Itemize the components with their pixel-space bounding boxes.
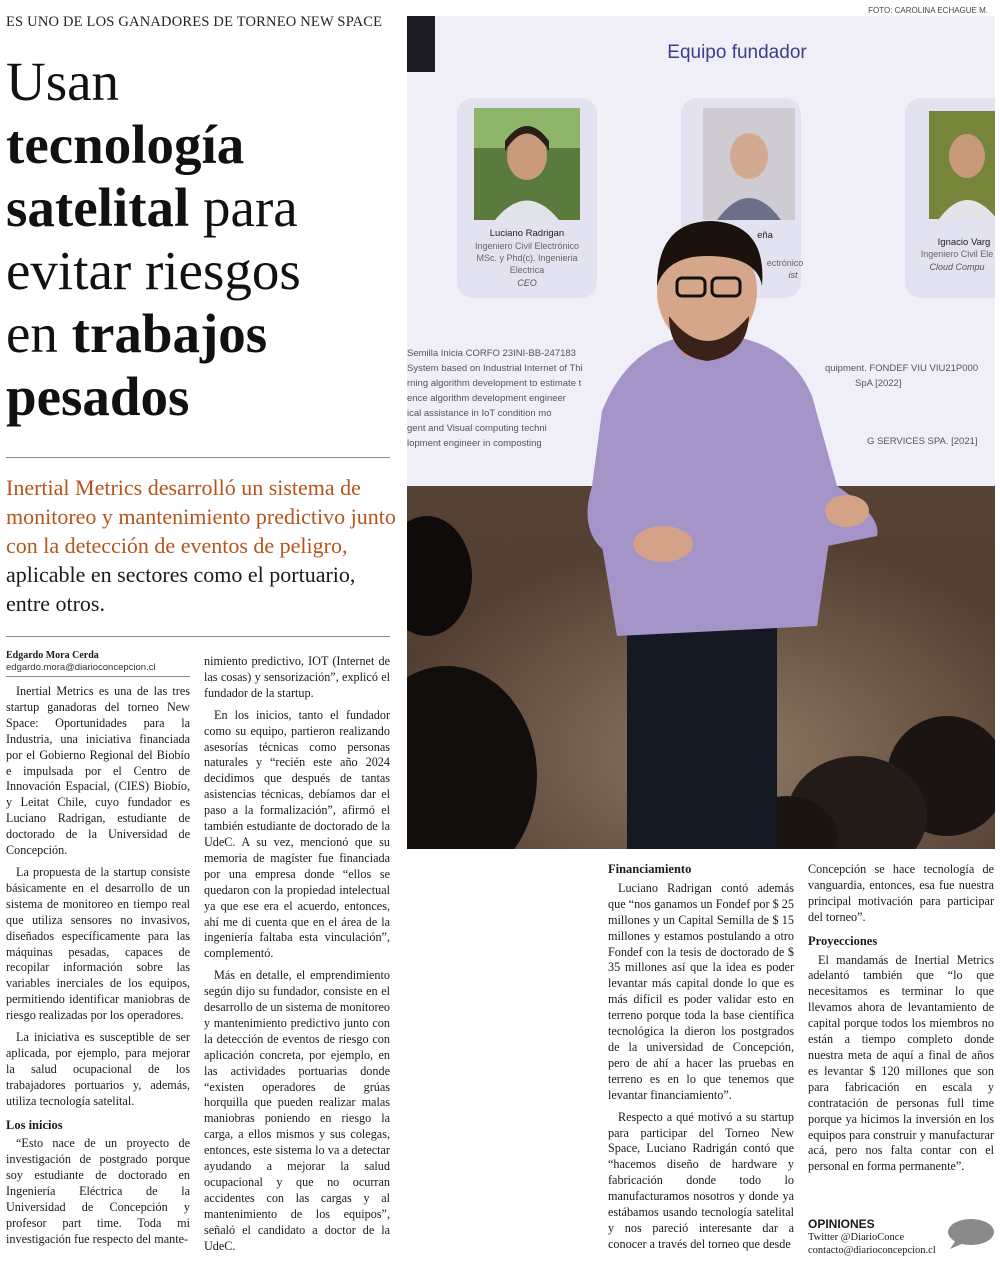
paragraph: Más en detalle, el emprendimiento según dijo su fundador, consiste en el desarrollo de un sistema de monitoreo y mantenimiento predictivo junto con la detección de eventos de riesgo con aplicación concreta, por ejemplo, en las actividades portuarias donde “existen operadores de grúas horquilla que pueden realizar malas maniobras poniendo en riesgo la carga, a ellos mismos y sus colegas, entonces, este sistema lo va a detectar ayudando a mejorar la salud ocupacional y que no ocurran accidentes con las cargas y al mantenimiento de los equipos”, señaló el candidato a doctor de la UdeC. <box>204 968 390 1253</box>
slide-role: Cloud Compu <box>929 262 985 272</box>
slide-role: MSc. y Phd(c). Ingenieria <box>476 253 578 263</box>
slide-text: ical assistance in IoT condition mo <box>407 408 552 419</box>
paragraph: nimiento predictivo, IOT (Internet de las cosas) y sensorización”, explicó el fundador de la startup. <box>204 654 390 700</box>
deck <box>6 473 396 618</box>
slide-name-2: eña <box>757 230 773 241</box>
slide-role: Electrica <box>509 265 545 275</box>
subhead-proyecciones: Proyecciones <box>808 933 878 948</box>
divider <box>6 457 390 458</box>
headline-line <box>6 302 401 365</box>
slide-name-3: Ignacio Varg <box>937 237 991 248</box>
slide-role: ist <box>788 270 798 280</box>
slide-text: System based on Industrial Internet of Thi <box>407 363 583 374</box>
paragraph: Inertial Metrics es una de las tres startup ganadoras del torneo New Space: Oportunidades para la Industria, una iniciativa financiada por el Gobierno Regional del Biobío e impulsada por el Centro de Innovación Espacial, (CIES) Biobío, y Leitat Chile, cuyo fundador es Luciano Radrigan, estudiante de doctorado de la Universidad de Concepción. <box>6 684 190 858</box>
slide-text: ence algorithm development engineer <box>407 393 566 404</box>
byline-email: edgardo.mora@diarioconcepcion.cl <box>6 662 156 673</box>
headline-line <box>6 176 401 239</box>
slide-text: rning algorithm development to estimate t <box>407 378 582 389</box>
article-column-3 <box>608 862 794 1259</box>
headline <box>6 50 401 428</box>
headline-line: pesados <box>6 366 190 427</box>
headline-line: Usan <box>6 51 120 112</box>
headline-bold: satelital <box>6 177 190 238</box>
paragraph: “Esto nace de un proyecto de investigación de postgrado porque soy estudiante de doctorado en Ingeniería Eléctrica de la Universidad de Concepción y profesor part time. Toda mi investigación fue respecto del mante- <box>6 1136 190 1246</box>
headline-line: tecnología <box>6 114 245 175</box>
slide-title: Equipo fundador <box>667 42 807 63</box>
headline-regular: para <box>189 177 298 238</box>
slide-role: Ingeniero Civil Ele <box>920 249 994 259</box>
byline-author: Edgardo Mora Cerda <box>6 650 99 661</box>
photo-illustration <box>407 16 995 849</box>
subhead-inicios: Los inicios <box>6 1117 63 1132</box>
kicker: ES UNO DE LOS GANADORES DE TORNEO NEW SPACE <box>6 14 383 30</box>
twitter-handle[interactable]: Twitter @DiarioConce <box>808 1232 905 1243</box>
paragraph: Luciano Radrigan contó además que “nos ganamos un Fondef por $ 25 millones y un Capital Semilla de $ 15 millones y estamos postulando a otro Fondef con la tesis de doctorado de $ 35 millones así que la idea es poder levantar más capital donde lo que es más difícil es poder validar esto en terreno porque toda la base científica tecnológica la dieron los postgrados de la universidad de Concepción, pero de ahí a hacer las pruebas en terreno es en lo que tenemos que levantar financiamiento”. <box>608 880 794 1102</box>
paragraph: La propuesta de la startup consiste básicamente en el desarrollo de un sistema de monitoreo en tiempo real que utiliza sensores no invasivos, diseñados específicamente para las máquinas pesadas, capaces de recopilar información sobre las variables inerciales de los equipos, permitiendo identificar maniobras de riesgo realizadas por los operadores. <box>6 864 190 1023</box>
slide-text: gent and Visual computing techni <box>407 423 547 434</box>
slide-text: lopment engineer in composting <box>407 438 542 449</box>
slide-text: SpA [2022] <box>855 378 902 389</box>
photo-credit: FOTO: CAROLINA ECHAGUE M. <box>868 6 988 15</box>
deck-accent: Inertial Metrics desarrolló un sistema de monitoreo y mantenimiento predictivo junto con la detección de eventos de peligro, <box>6 475 396 558</box>
slide-text: quipment. FONDEF VIU VIU21P000 <box>825 363 979 374</box>
slide-name-1: Luciano Radrigan <box>489 228 565 239</box>
slide-text: G SERVICES SPA. [2021] <box>867 436 978 447</box>
paragraph: En los inicios, tanto el fundador como su equipo, partieron realizando asesorías técnicas como personas naturales y “recién este año 2024 decidimos que después de tantas asistencias técnicas, debíamos dar el paso a la formalización”, afirmó el también estudiante de doctorado de la UdeC. A su vez, mencionó que su memoria de magíster fue financiada por una empresa donde “ellos se quedaron con la propiedad intelectual ya que ese era el acuerdo, entonces, ahí me di cuenta que en el área de la ingeniería faltaba esta vinculación”, complementó. <box>204 707 390 961</box>
headline-bold: trabajos <box>71 303 268 364</box>
slide-role: CEO <box>517 278 537 288</box>
article-column-2 <box>204 654 390 1261</box>
article-column-4 <box>808 862 994 1181</box>
headline-line: evitar riesgos <box>6 240 301 301</box>
article-photo <box>407 16 995 849</box>
article-column-1 <box>6 684 190 1254</box>
slide-text: Semilla Inicia CORFO 23INI-BB-247183 <box>407 348 576 359</box>
paragraph: Respecto a qué motivó a su startup para participar del Torneo New Space, Luciano Radrigán contó que “hacemos diseño de hardware y fabricación donde todo lo manufacturamos nosotros y donde ya estábamos usando tecnología satelital y nos pareció interesante dar a conocer a través del torneo que desde <box>608 1109 794 1251</box>
deck-rest: aplicable en sectores como el portuario, entre otros. <box>6 562 356 616</box>
slide-role: Ingeniero Civil Electrónico <box>474 241 580 251</box>
contact-email[interactable]: contacto@diarioconcepcion.cl <box>808 1245 936 1256</box>
subhead-financiamiento: Financiamiento <box>608 862 692 876</box>
paragraph: El mandamás de Inertial Metrics adelantó también que “lo que necesitamos es terminar lo que llevamos ahora de levantamiento de capital porque todos los miembros no están a tiempo completo donde nuestra meta de aquí a final de años es levantar $ 120 millones que son para fabricación en escala y contratación de personas full time porque ya hicimos la inversión en los equipos para construir y manufacturar acá, pero nos falta contar con el personal en forma permanente”. <box>808 952 994 1174</box>
speech-bubble-icon <box>946 1218 994 1250</box>
divider <box>6 676 190 677</box>
paragraph: La iniciativa es susceptible de ser aplicada, por ejemplo, para mejorar la salud ocupacional de los trabajadores portuarios y, además, utiliza tecnología satelital. <box>6 1030 190 1108</box>
divider <box>6 636 390 637</box>
opiniones-label: OPINIONES <box>808 1217 875 1231</box>
headline-regular: en <box>6 303 72 364</box>
slide-role: ectrónico <box>766 258 804 268</box>
paragraph: Concepción se hace tecnología de vanguardia, entonces, esa fue nuestra principal motivación para participar del torneo”. <box>808 862 994 924</box>
